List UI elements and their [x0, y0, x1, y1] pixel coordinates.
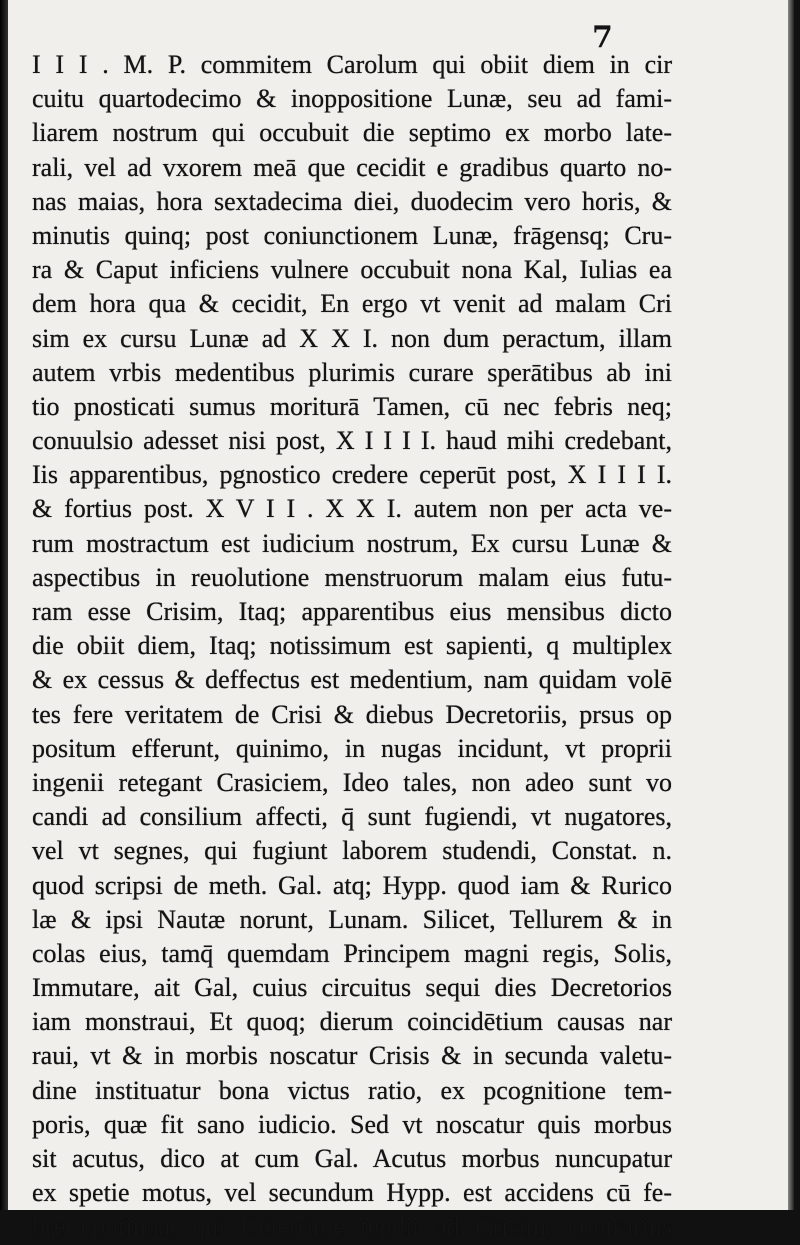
- text-line: die obiit diem, Itaq; notissimum est sapienti, q multiplex: [32, 631, 672, 661]
- text-line: nas maias, hora sextadecima diei, duodecim vero horis, &: [32, 186, 672, 216]
- text-line: minutis quinq; post coniunctionem Lunæ, frāgensq; Cru-: [32, 220, 672, 250]
- text-line: tes fere veritatem de Crisi & diebus Decretoriis, prsus op: [32, 699, 672, 729]
- scan-left-edge: [0, 0, 8, 1210]
- text-line: positum efferunt, quinimo, in nugas incidunt, vt proprii: [32, 733, 672, 763]
- text-line: candi ad consilium affecti, q̄ sunt fugiendi, vt nugatores,: [32, 802, 672, 832]
- document-page: [8, 0, 794, 1242]
- text-line: sit acutus, dico at cum Gal. Acutus morbus nuncupatur: [32, 1144, 672, 1173]
- text-line: quod scripsi de meth. Gal. atq; Hypp. quod iam & Rurico: [32, 870, 672, 900]
- text-line: sim ex cursu Lunæ ad X X I. non dum peractum, illam: [32, 323, 672, 353]
- text-line: tio pnosticati sumus moriturā Tamen, cū nec febris neq;: [32, 391, 672, 421]
- page-number: 7: [592, 20, 613, 55]
- text-line: ex spetie motus, vel secundum Hypp. est accidens cū fe-: [32, 1178, 672, 1208]
- text-line: iam monstraui, Et quoq; dierum coincidētium causas nar: [32, 1007, 672, 1037]
- text-line: cuitu quartodecimo & inoppositione Lunæ, seu ad fami-: [32, 84, 672, 114]
- text-line: vel vt segnes, qui fugiunt laborem studendi, Constat. n.: [32, 836, 672, 866]
- text-line: Immutare, ait Gal, cuius circuitus sequi dies Decretorios: [32, 973, 672, 1003]
- text-line: ram esse Crisim, Itaq; apparentibus eius mensibus dicto: [32, 597, 672, 626]
- text-line: bre continua, qui Celerrime tendit ad Crisim, contrarius: [32, 1212, 672, 1242]
- text-line: & ex cessus & deffectus est medentium, nam quidam volē: [32, 665, 672, 695]
- text-line: ra & Caput inficiens vulnere occubuit nona Kal, Iulias ea: [32, 255, 672, 285]
- text-line: I I I . M. P. commitem Carolum qui obiit diem in cir: [32, 50, 672, 79]
- text-line: dine instituatur bona victus ratio, ex pcognitione tem-: [32, 1075, 672, 1105]
- text-line: & fortius post. X V I I . X X I. autem non per acta ve-: [32, 494, 672, 524]
- text-line: læ & ipsi Nautæ norunt, Lunam. Silicet, Tellurem & in: [32, 904, 672, 934]
- text-line: poris, quæ fit sano iudicio. Sed vt noscatur quis morbus: [32, 1109, 672, 1139]
- text-line: aspectibus in reuolutione menstruorum malam eius futu-: [32, 562, 672, 592]
- body-text: [32, 48, 672, 1245]
- text-line: Iis apparentibus, pgnostico credere ceperūt post, X I I I I.: [32, 460, 672, 490]
- text-line: liarem nostrum qui occubuit die septimo ex morbo late-: [32, 118, 672, 148]
- text-line: conuulsio adesset nisi post, X I I I I. haud mihi credebant,: [32, 426, 672, 456]
- text-line: raui, vt & in morbis noscatur Crisis & in secunda valetu-: [32, 1041, 672, 1071]
- text-line: autem vrbis medentibus plurimis curare sperātibus ab ini: [32, 357, 672, 387]
- text-line: rali, vel ad vxorem meā que cecidit e gradibus quarto no-: [32, 152, 672, 182]
- text-line: dem hora qua & cecidit, En ergo vt venit ad malam Cri: [32, 289, 672, 319]
- text-line: colas eius, tamq̄ quemdam Principem magni regis, Solis,: [32, 938, 672, 968]
- text-line: ingenii retegant Crasiciem, Ideo tales, non adeo sunt vo: [32, 767, 672, 797]
- text-line: rum mostractum est iudicium nostrum, Ex cursu Lunæ &: [32, 528, 672, 558]
- scan-right-edge: [788, 0, 794, 1210]
